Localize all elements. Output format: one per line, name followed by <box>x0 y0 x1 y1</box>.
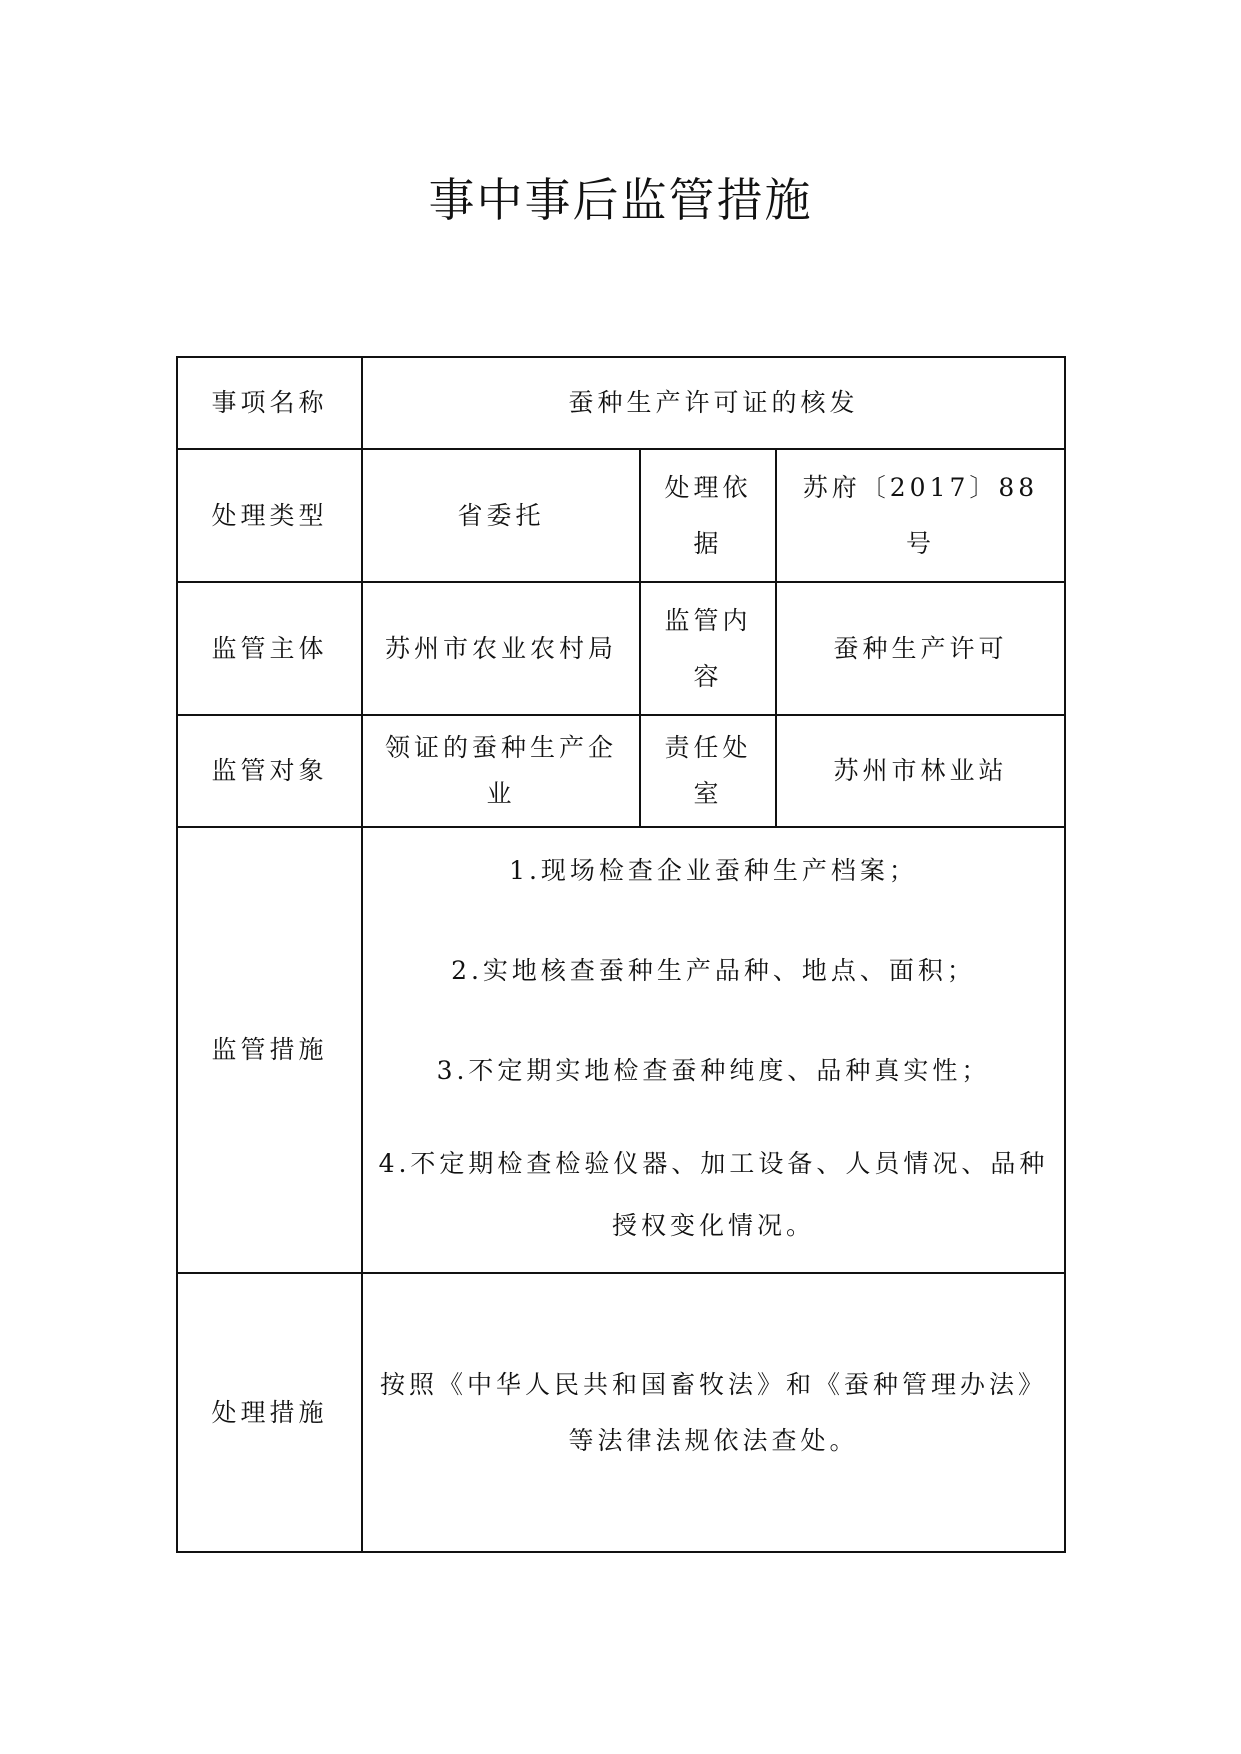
table-row-handling-type <box>177 449 1065 582</box>
supervision-subject-label: 监管主体 <box>177 582 362 715</box>
supervision-content-value: 蚕种生产许可 <box>776 582 1065 715</box>
responsible-office-label: 责任处室 <box>640 715 776 827</box>
supervision-object-value: 领证的蚕种生产企业 <box>362 715 640 827</box>
handling-type-label: 处理类型 <box>177 449 362 582</box>
table-row-supervision-object <box>177 715 1065 827</box>
supervision-subject-value: 苏州市农业农村局 <box>362 582 640 715</box>
table-row-supervision-measures <box>177 827 1065 1273</box>
item-name-value: 蚕种生产许可证的核发 <box>362 357 1065 449</box>
measure-item: 4.不定期检查检验仪器、加工设备、人员情况、品种授权变化情况。 <box>378 1149 1049 1240</box>
measure-item: 3.不定期实地检查蚕种纯度、品种真实性； <box>436 1056 991 1085</box>
supervision-content-label: 监管内容 <box>640 582 776 715</box>
handling-measures-label: 处理措施 <box>177 1273 362 1552</box>
item-name-label: 事项名称 <box>177 357 362 449</box>
handling-basis-value: 苏府〔2017〕88 号 <box>776 449 1065 582</box>
supervision-measures-list <box>362 827 1065 1273</box>
supervision-measures-label: 监管措施 <box>177 827 362 1273</box>
handling-basis-label: 处理依据 <box>640 449 776 582</box>
table-row-supervision-subject <box>177 582 1065 715</box>
page-title: 事中事后监管措施 <box>428 173 813 227</box>
measure-item: 2.实地核查蚕种生产品种、地点、面积； <box>451 956 976 985</box>
measure-item: 1.现场检查企业蚕种生产档案； <box>509 856 918 885</box>
responsible-office-value: 苏州市林业站 <box>776 715 1065 827</box>
supervision-table <box>176 356 1066 1553</box>
table-row-item-name <box>177 357 1065 449</box>
table-row-handling-measures <box>177 1273 1065 1552</box>
supervision-object-label: 监管对象 <box>177 715 362 827</box>
handling-measures-value: 按照《中华人民共和国畜牧法》和《蚕种管理办法》等法律法规依法查处。 <box>362 1273 1065 1552</box>
handling-type-value: 省委托 <box>362 449 640 582</box>
